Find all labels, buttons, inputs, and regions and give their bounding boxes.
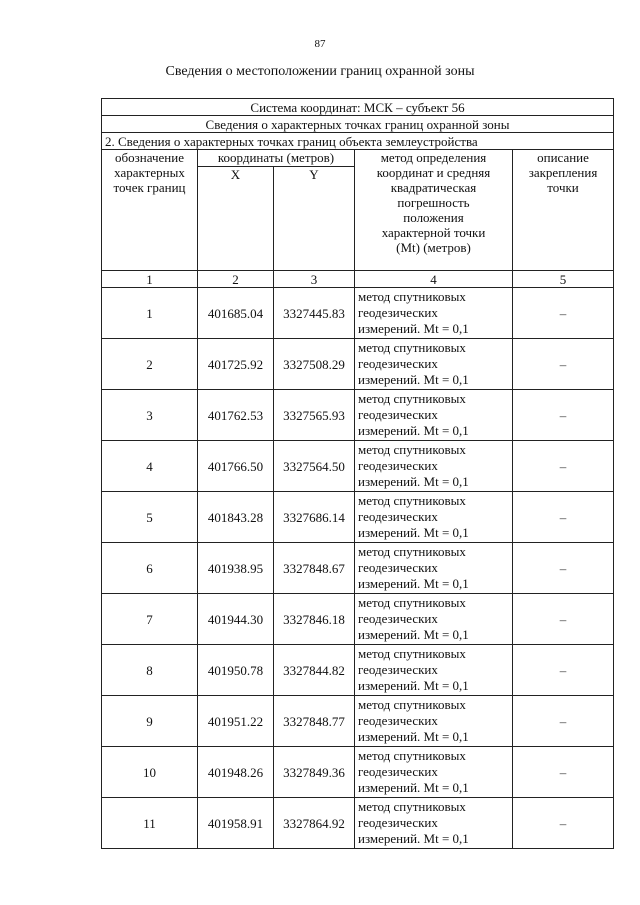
x-coordinate-cell: 401938.95 [198,543,274,594]
method-line: метод спутниковых [358,493,466,508]
y-coordinate-cell: 3327848.77 [274,696,355,747]
point-number-cell: 5 [102,492,198,543]
header-method-line: квадратическая [390,180,477,195]
header-designation [102,150,198,271]
method-line: измерений. Mt = 0,1 [358,729,469,744]
point-number-cell: 1 [102,288,198,339]
x-coordinate-cell: 401944.30 [198,594,274,645]
method-line: измерений. Mt = 0,1 [358,831,469,846]
point-number-cell: 7 [102,594,198,645]
x-coordinate-cell: 401951.22 [198,696,274,747]
header-method-line: метод определения [380,150,487,165]
column-number-row [102,271,614,288]
description-cell: – [513,390,614,441]
method-line: геодезических [358,407,438,422]
y-coordinate-cell: 3327864.92 [274,798,355,849]
x-coordinate-cell: 401762.53 [198,390,274,441]
method-cell [355,696,513,747]
column-number: 2 [198,271,274,288]
method-line: измерений. Mt = 0,1 [358,474,469,489]
table-row [102,696,614,747]
boundary-points-table [101,98,614,849]
method-line: метод спутниковых [358,646,466,661]
header-description-line: точки [547,180,579,195]
y-coordinate-cell: 3327445.83 [274,288,355,339]
table-row [102,288,614,339]
method-line: измерений. Mt = 0,1 [358,627,469,642]
column-number: 1 [102,271,198,288]
point-number-cell: 9 [102,696,198,747]
method-line: измерений. Mt = 0,1 [358,372,469,387]
method-cell [355,645,513,696]
description-cell: – [513,339,614,390]
method-line: геодезических [358,764,438,779]
table-row [102,747,614,798]
header-method-line: положения [403,210,464,225]
description-cell: – [513,747,614,798]
header-designation-line: точек границ [113,180,186,195]
method-line: метод спутниковых [358,289,466,304]
y-coordinate-cell: 3327564.50 [274,441,355,492]
header-method [355,150,513,271]
description-cell: – [513,645,614,696]
method-cell [355,390,513,441]
column-number: 4 [355,271,513,288]
method-line: метод спутниковых [358,595,466,610]
subsection-title-row: 2. Сведения о характерных точках границ объекта землеустройства [102,133,614,150]
description-cell: – [513,288,614,339]
y-coordinate-cell: 3327508.29 [274,339,355,390]
x-coordinate-cell: 401948.26 [198,747,274,798]
method-line: измерений. Mt = 0,1 [358,678,469,693]
header-x: X [198,167,274,271]
method-line: геодезических [358,356,438,371]
method-line: метод спутниковых [358,340,466,355]
method-line: измерений. Mt = 0,1 [358,576,469,591]
method-cell [355,747,513,798]
table-row [102,594,614,645]
method-line: метод спутниковых [358,442,466,457]
table-row [102,492,614,543]
point-number-cell: 8 [102,645,198,696]
point-number-cell: 11 [102,798,198,849]
point-number-cell: 2 [102,339,198,390]
header-method-line: координат и средняя [376,165,491,180]
method-cell [355,492,513,543]
method-cell [355,543,513,594]
page-number: 87 [314,38,326,50]
method-cell [355,339,513,390]
method-line: геодезических [358,560,438,575]
header-method-line: характерной точки [381,225,486,240]
header-description-line: закрепления [528,165,598,180]
method-line: геодезических [358,815,438,830]
method-cell [355,594,513,645]
method-line: измерений. Mt = 0,1 [358,525,469,540]
table-row [102,543,614,594]
table-row [102,390,614,441]
method-line: метод спутниковых [358,799,466,814]
table-row [102,645,614,696]
section-title-row: Сведения о характерных точках границ охранной зоны [102,116,614,133]
header-method-line: погрешность [397,195,470,210]
method-line: измерений. Mt = 0,1 [358,423,469,438]
description-cell: – [513,594,614,645]
column-number: 5 [513,271,614,288]
method-line: геодезических [358,662,438,677]
method-line: метод спутниковых [358,391,466,406]
method-line: геодезических [358,458,438,473]
point-number-cell: 6 [102,543,198,594]
x-coordinate-cell: 401958.91 [198,798,274,849]
page-title: Сведения о местоположении границ охранной зоны [165,64,475,79]
description-cell: – [513,492,614,543]
x-coordinate-cell: 401766.50 [198,441,274,492]
y-coordinate-cell: 3327846.18 [274,594,355,645]
point-number-cell: 3 [102,390,198,441]
y-coordinate-cell: 3327848.67 [274,543,355,594]
header-coordinates: координаты (метров) [198,150,355,167]
method-line: геодезических [358,713,438,728]
method-line: измерений. Mt = 0,1 [358,321,469,336]
method-line: метод спутниковых [358,697,466,712]
y-coordinate-cell: 3327844.82 [274,645,355,696]
header-description-line: описание [537,150,589,165]
description-cell: – [513,543,614,594]
header-y: Y [274,167,355,271]
table-row [102,441,614,492]
point-number-cell: 4 [102,441,198,492]
table-row [102,798,614,849]
method-cell [355,798,513,849]
y-coordinate-cell: 3327686.14 [274,492,355,543]
y-coordinate-cell: 3327565.93 [274,390,355,441]
method-line: метод спутниковых [358,544,466,559]
method-line: геодезических [358,305,438,320]
y-coordinate-cell: 3327849.36 [274,747,355,798]
header-designation-line: обозначение [115,150,184,165]
method-line: геодезических [358,611,438,626]
method-line: метод спутниковых [358,748,466,763]
method-line: измерений. Mt = 0,1 [358,780,469,795]
method-cell [355,288,513,339]
header-method-line: (Mt) (метров) [396,240,471,255]
method-cell [355,441,513,492]
column-number: 3 [274,271,355,288]
description-cell: – [513,441,614,492]
table-row [102,339,614,390]
description-cell: – [513,798,614,849]
method-line: геодезических [358,509,438,524]
description-cell: – [513,696,614,747]
point-number-cell: 10 [102,747,198,798]
x-coordinate-cell: 401725.92 [198,339,274,390]
x-coordinate-cell: 401685.04 [198,288,274,339]
x-coordinate-cell: 401843.28 [198,492,274,543]
coordinate-system-row: Система координат: МСК – субъект 56 [102,99,614,116]
header-designation-line: характерных [114,165,185,180]
header-description [513,150,614,271]
x-coordinate-cell: 401950.78 [198,645,274,696]
